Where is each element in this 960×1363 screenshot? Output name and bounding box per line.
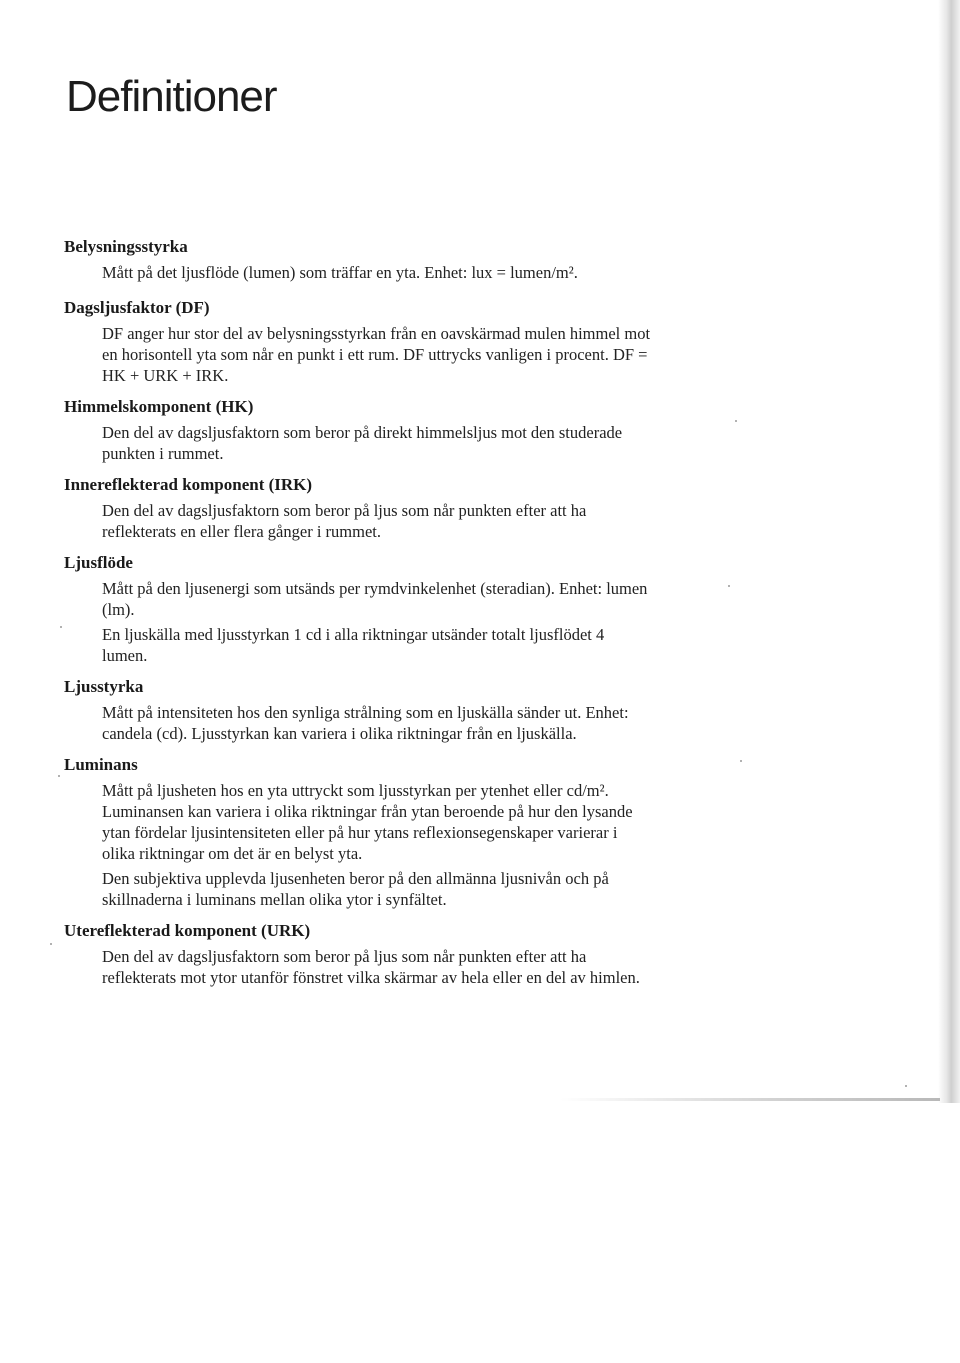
- term: Belysningsstyrka: [64, 237, 188, 256]
- definition-text: Mått på det ljusflöde (lumen) som träffar en yta. Enhet: lux = lumen/m².: [102, 263, 578, 282]
- scan-speck: [60, 626, 62, 628]
- entry-belysningsstyrka: [64, 236, 664, 283]
- scan-edge-corner: [938, 1103, 960, 1363]
- definition-text: Den del av dagsljusfaktorn som beror på direkt himmelsljus mot den studerade punkten i rummet.: [102, 423, 623, 463]
- entry-luminans: [64, 754, 664, 910]
- term: Himmelskomponent (HK): [64, 397, 254, 416]
- page-title: Definitioner: [66, 72, 277, 121]
- entry-dagsljusfaktor: [64, 297, 664, 386]
- definition-text: Den del av dagsljusfaktorn som beror på ljus som når punkten efter att ha reflekterats mot ytor utanför fönstret vilka skärmar av hela eller en del av himlen.: [102, 947, 640, 987]
- scan-speck: [740, 760, 742, 762]
- definition-text: Mått på den ljusenergi som utsänds per rymdvinkelenhet (steradian). Enhet: lumen (lm).: [102, 579, 648, 619]
- term: Ljusstyrka: [64, 677, 144, 696]
- scan-speck: [50, 943, 52, 945]
- term: Innereflekterad komponent (IRK): [64, 475, 313, 494]
- entry-himmelskomponent: [64, 396, 664, 464]
- term: Ljusflöde: [64, 553, 133, 572]
- definition-text: En ljuskälla med ljusstyrkan 1 cd i alla riktningar utsänder totalt ljusflödet 4 lumen.: [102, 625, 605, 665]
- entry-ljusflode: [64, 552, 664, 666]
- scan-speck: [58, 775, 60, 777]
- entry-utereflekterad-komponent: [64, 920, 664, 988]
- definition-text: Den subjektiva upplevda ljusenheten beror på den allmänna ljusnivån och på skillnaderna i luminans mellan olika ytor i synfältet.: [102, 869, 609, 909]
- term: Luminans: [64, 755, 138, 774]
- term: Dagsljusfaktor (DF): [64, 298, 210, 317]
- scan-fold-line: [560, 1098, 940, 1101]
- definition-list: [64, 236, 664, 988]
- scan-speck: [735, 420, 737, 422]
- term: Utereflekterad komponent (URK): [64, 921, 311, 940]
- definition-text: Mått på ljusheten hos en yta uttryckt som ljusstyrkan per ytenhet eller cd/m². Luminansen kan variera i olika riktningar från ytan beroende på hur den lysande ytan fördelar ljusintensiteten eller på hur ytans reflexionsegenskaper varierar i olika riktningar om det är en belyst yta.: [102, 781, 633, 863]
- definition-text: DF anger hur stor del av belysningsstyrkan från en oavskärmad mulen himmel mot en horisontell yta som når en punkt i ett rum. DF uttrycks vanligen i procent. DF = HK + URK + IRK.: [102, 324, 651, 385]
- entry-innereflekterad-komponent: [64, 474, 664, 542]
- entry-ljusstyrka: [64, 676, 664, 744]
- scan-speck: [728, 585, 730, 587]
- scan-speck: [905, 1085, 907, 1087]
- definition-text: Mått på intensiteten hos den synliga strålning som en ljuskälla sänder ut. Enhet: candela (cd). Ljusstyrkan kan variera i olika riktningar från en ljuskälla.: [102, 703, 629, 743]
- definition-text: Den del av dagsljusfaktorn som beror på ljus som når punkten efter att ha reflekterats en eller flera gånger i rummet.: [102, 501, 587, 541]
